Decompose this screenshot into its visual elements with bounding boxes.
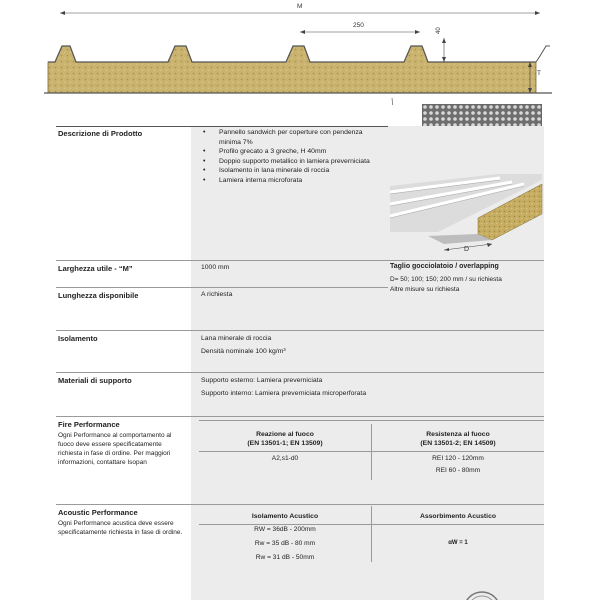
panel-profile-svg [0,0,600,105]
dim-label-40: 40 [436,27,442,34]
fire-table-top-rule [199,420,544,421]
row-label-acoustic: Acoustic Performance [58,508,138,517]
row-note-fire: Ogni Performance al comportamento al fuoco deve essere specificatamente richiesta in fase di ordine. Per maggiori informazioni, contattare Isopan [58,432,172,466]
row-value-larghezza: 1000 mm [201,264,230,271]
row-value-materiali-2: Supporto interno: Lamiera preverniciata microperforata [201,390,367,397]
row-value-materiali-1: Supporto esterno: Lamiera preverniciata [201,377,323,384]
row-note-acoustic: Ogni Performance acustica deve essere specificatamente richiesta in fase di ordine. [58,520,183,536]
row-divider [56,372,544,373]
fire-col2-head-line2: (EN 13501-2; EN 14509) [420,440,496,447]
feature-item: • Profilo grecato a 3 greche, H 40mm [201,147,381,157]
feature-item: • Pannello sandwich per coperture con pendenza minima 7% [201,128,381,147]
row-label-larghezza: Larghezza utile - “M” [58,264,133,273]
dim-label-250: 250 [353,22,364,29]
fire-col2-head [372,430,544,448]
row-value-isolamento-1: Lana minerale di roccia [201,335,272,342]
acoustic-col2-value: αW = 1 [448,540,468,546]
feature-item: • Isolamento in lana minerale di roccia [201,166,381,176]
row-value-lunghezza: A richiesta [201,291,233,298]
fire-col1-head-line1: Reazione al fuoco [256,431,314,438]
acoustic-table [199,506,544,570]
fire-col2-head-line1: Resistenza al fuoco [426,431,490,438]
dim-label-d: D [464,246,470,253]
fire-table-head-rule [199,451,544,452]
fire-col2-value-1: REI 120 - 120mm [432,455,484,462]
feature-list [201,128,381,186]
panel-3d-illustration [388,170,544,258]
row-value-isolamento-2: Densità nominale 100 kg/m³ [201,348,286,355]
row-divider [56,330,544,331]
taglio-title: Taglio gocciolatoio / overlapping [390,263,499,270]
certification-seal [462,590,502,600]
panel-section-drawing [0,0,600,105]
row-label-descrizione: Descrizione di Prodotto [58,129,143,138]
acoustic-col1-head: Isolamento Acustico [251,513,319,520]
row-divider [56,416,544,417]
row-label-fire: Fire Performance [58,420,120,429]
feature-item: • Doppio supporto metallico in lamiera preverniciata [201,157,381,167]
acoustic-col1-value-3: Rw = 31 dB - 50mm [255,554,315,561]
fire-col2-value-2: REI 60 - 80mm [435,467,481,474]
fire-col1-head [199,430,371,448]
fire-table [199,420,544,490]
row-label-materiali: Materiali di supporto [58,376,132,385]
fire-col1-value: A2,s1-d0 [271,455,299,462]
fire-col1-head-line2: (EN 13501-1; EN 13509) [247,440,323,447]
row-divider [56,260,544,261]
certification-seal-svg [462,590,502,600]
table-top-rule [56,126,388,127]
row-divider [56,287,388,288]
dim-label-m: M [297,3,303,10]
acoustic-col2-head: Assorbimento Acustico [419,513,497,520]
dim-label-t: T [537,70,541,77]
taglio-line2: Altre misure su richiesta [390,286,460,293]
row-label-lunghezza: Lunghezza disponibile [58,291,139,300]
row-label-isolamento: Isolamento [58,334,98,343]
panel-3d-svg [388,170,544,258]
row-divider [56,504,544,505]
acoustic-col1-value-1: RW = 36dB - 200mm [254,526,316,533]
feature-item: • Lamiera interna microforata [201,176,381,186]
taglio-line1: D= 50; 100; 150; 200 mm / su richiesta [390,276,502,283]
acoustic-col1-value-2: Rw = 35 dB - 80 mm [254,540,316,547]
